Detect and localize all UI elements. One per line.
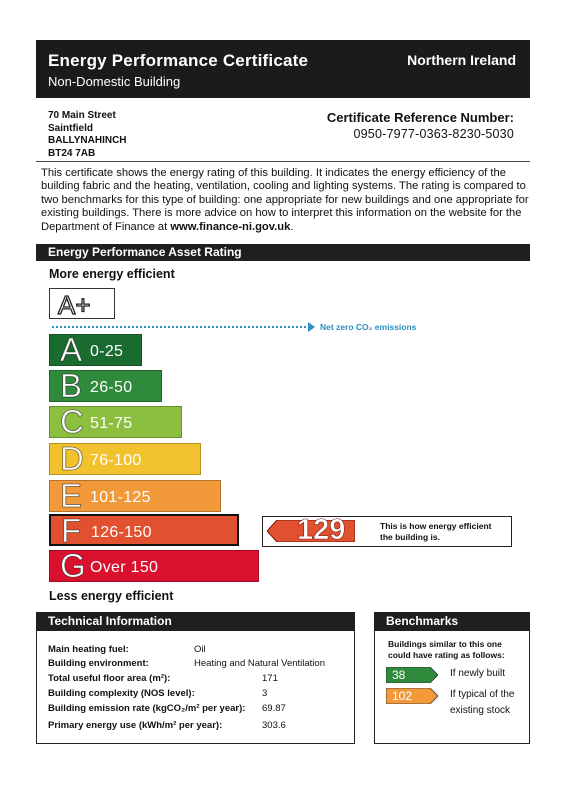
less-efficient-label: Less energy efficient xyxy=(49,589,174,603)
rating-band-d xyxy=(49,440,201,477)
technical-row-label: Building complexity (NOS level): xyxy=(48,688,195,699)
rating-band-f xyxy=(49,512,239,549)
aplus-band xyxy=(49,288,115,319)
current-rating-caption xyxy=(380,521,491,543)
certificate-reference-label: Certificate Reference Number: xyxy=(326,110,514,125)
band-range: 126-150 xyxy=(91,524,152,541)
intro-paragraph xyxy=(41,167,531,234)
address-line: BALLYNAHINCH xyxy=(48,135,127,146)
rating-section-title: Energy Performance Asset Rating xyxy=(36,244,530,261)
current-rating-value: 129 xyxy=(297,514,346,546)
band-range: 76-100 xyxy=(90,452,142,469)
intro-end: . xyxy=(290,220,294,233)
band-range: Over 150 xyxy=(90,559,159,576)
band-letter: F xyxy=(61,512,82,549)
net-zero-arrow-icon xyxy=(308,322,315,332)
technical-row-label: Total useful floor area (m²): xyxy=(48,673,171,684)
property-address xyxy=(48,110,127,160)
technical-row-label: Main heating fuel: xyxy=(48,644,129,655)
technical-row-value: Heating and Natural Ventilation xyxy=(194,658,325,669)
intro-text: This certificate shows the energy rating of this building. It indicates the energy efficiency of the building fabric and the heating, ventilation, cooling and lighting systems. The rating is compared to two benchmarks for this type of building: one appropriate for new buildings and one appropriate for existing buildings. There is more advice on how to interpret this information on the website for the Department of Finance at xyxy=(41,167,529,233)
technical-section-title: Technical Information xyxy=(36,612,355,631)
technical-row-value: 3 xyxy=(262,688,268,699)
band-letter: A xyxy=(60,331,83,368)
address-line: BT24 7AB xyxy=(48,147,96,159)
rating-band-e xyxy=(49,477,221,514)
technical-row-label: Building environment: xyxy=(48,658,149,669)
benchmark-label: If newly built xyxy=(450,668,506,679)
benchmark-badge xyxy=(386,688,438,704)
more-efficient-label: More energy efficient xyxy=(49,267,175,281)
certificate-reference xyxy=(327,110,514,141)
current-rating-indicator xyxy=(262,516,512,547)
band-letter: C xyxy=(60,403,84,440)
benchmarks-intro: Buildings similar to this one could have rating as follows: xyxy=(388,639,505,660)
rating-band-g xyxy=(49,547,259,584)
rating-band-b xyxy=(49,367,162,404)
benchmark-value: 102 xyxy=(392,689,413,703)
certificate-header xyxy=(36,40,530,98)
page-subtitle: Non-Domestic Building xyxy=(48,74,181,89)
benchmarks-section-title: Benchmarks xyxy=(374,612,530,631)
website-link[interactable]: www.finance-ni.gov.uk xyxy=(170,220,291,233)
technical-row-value: Oil xyxy=(194,644,206,655)
band-range: 51-75 xyxy=(90,415,133,432)
region-label: Northern Ireland xyxy=(407,52,516,68)
band-letter: B xyxy=(60,367,83,404)
band-letter: G xyxy=(60,547,86,584)
technical-row-label: Primary energy use (kWh/m² per year): xyxy=(48,720,223,731)
aplus-label: A+ xyxy=(58,290,91,320)
band-range: 101-125 xyxy=(90,489,151,506)
band-letter: E xyxy=(60,477,83,514)
band-letter: D xyxy=(60,440,84,477)
technical-row-value: 303.6 xyxy=(262,720,286,731)
technical-row-label: Building emission rate (kgCO₂/m² per year): xyxy=(48,703,246,714)
band-range: 0-25 xyxy=(90,343,124,360)
divider xyxy=(36,161,530,162)
technical-row-value: 171 xyxy=(262,673,278,684)
current-rating-caption-line: This is how energy efficient xyxy=(380,521,492,531)
net-zero-label: Net zero CO₂ emissions xyxy=(320,322,417,332)
rating-band-c xyxy=(49,403,182,440)
band-range: 26-50 xyxy=(90,379,133,396)
address-line: Saintfield xyxy=(48,122,94,134)
address-line: 70 Main Street xyxy=(48,110,116,121)
benchmark-label: If typical of the existing stock xyxy=(450,689,515,716)
page-title: Energy Performance Certificate xyxy=(48,51,309,70)
current-rating-caption-line: the building is. xyxy=(380,532,440,542)
certificate-reference-number: 0950-7977-0363-8230-5030 xyxy=(353,127,514,141)
net-zero-dotted-line xyxy=(52,326,310,328)
rating-band-a xyxy=(49,331,142,368)
benchmark-value: 38 xyxy=(392,668,406,682)
benchmark-badge xyxy=(386,667,438,683)
technical-row-value: 69.87 xyxy=(262,703,286,714)
